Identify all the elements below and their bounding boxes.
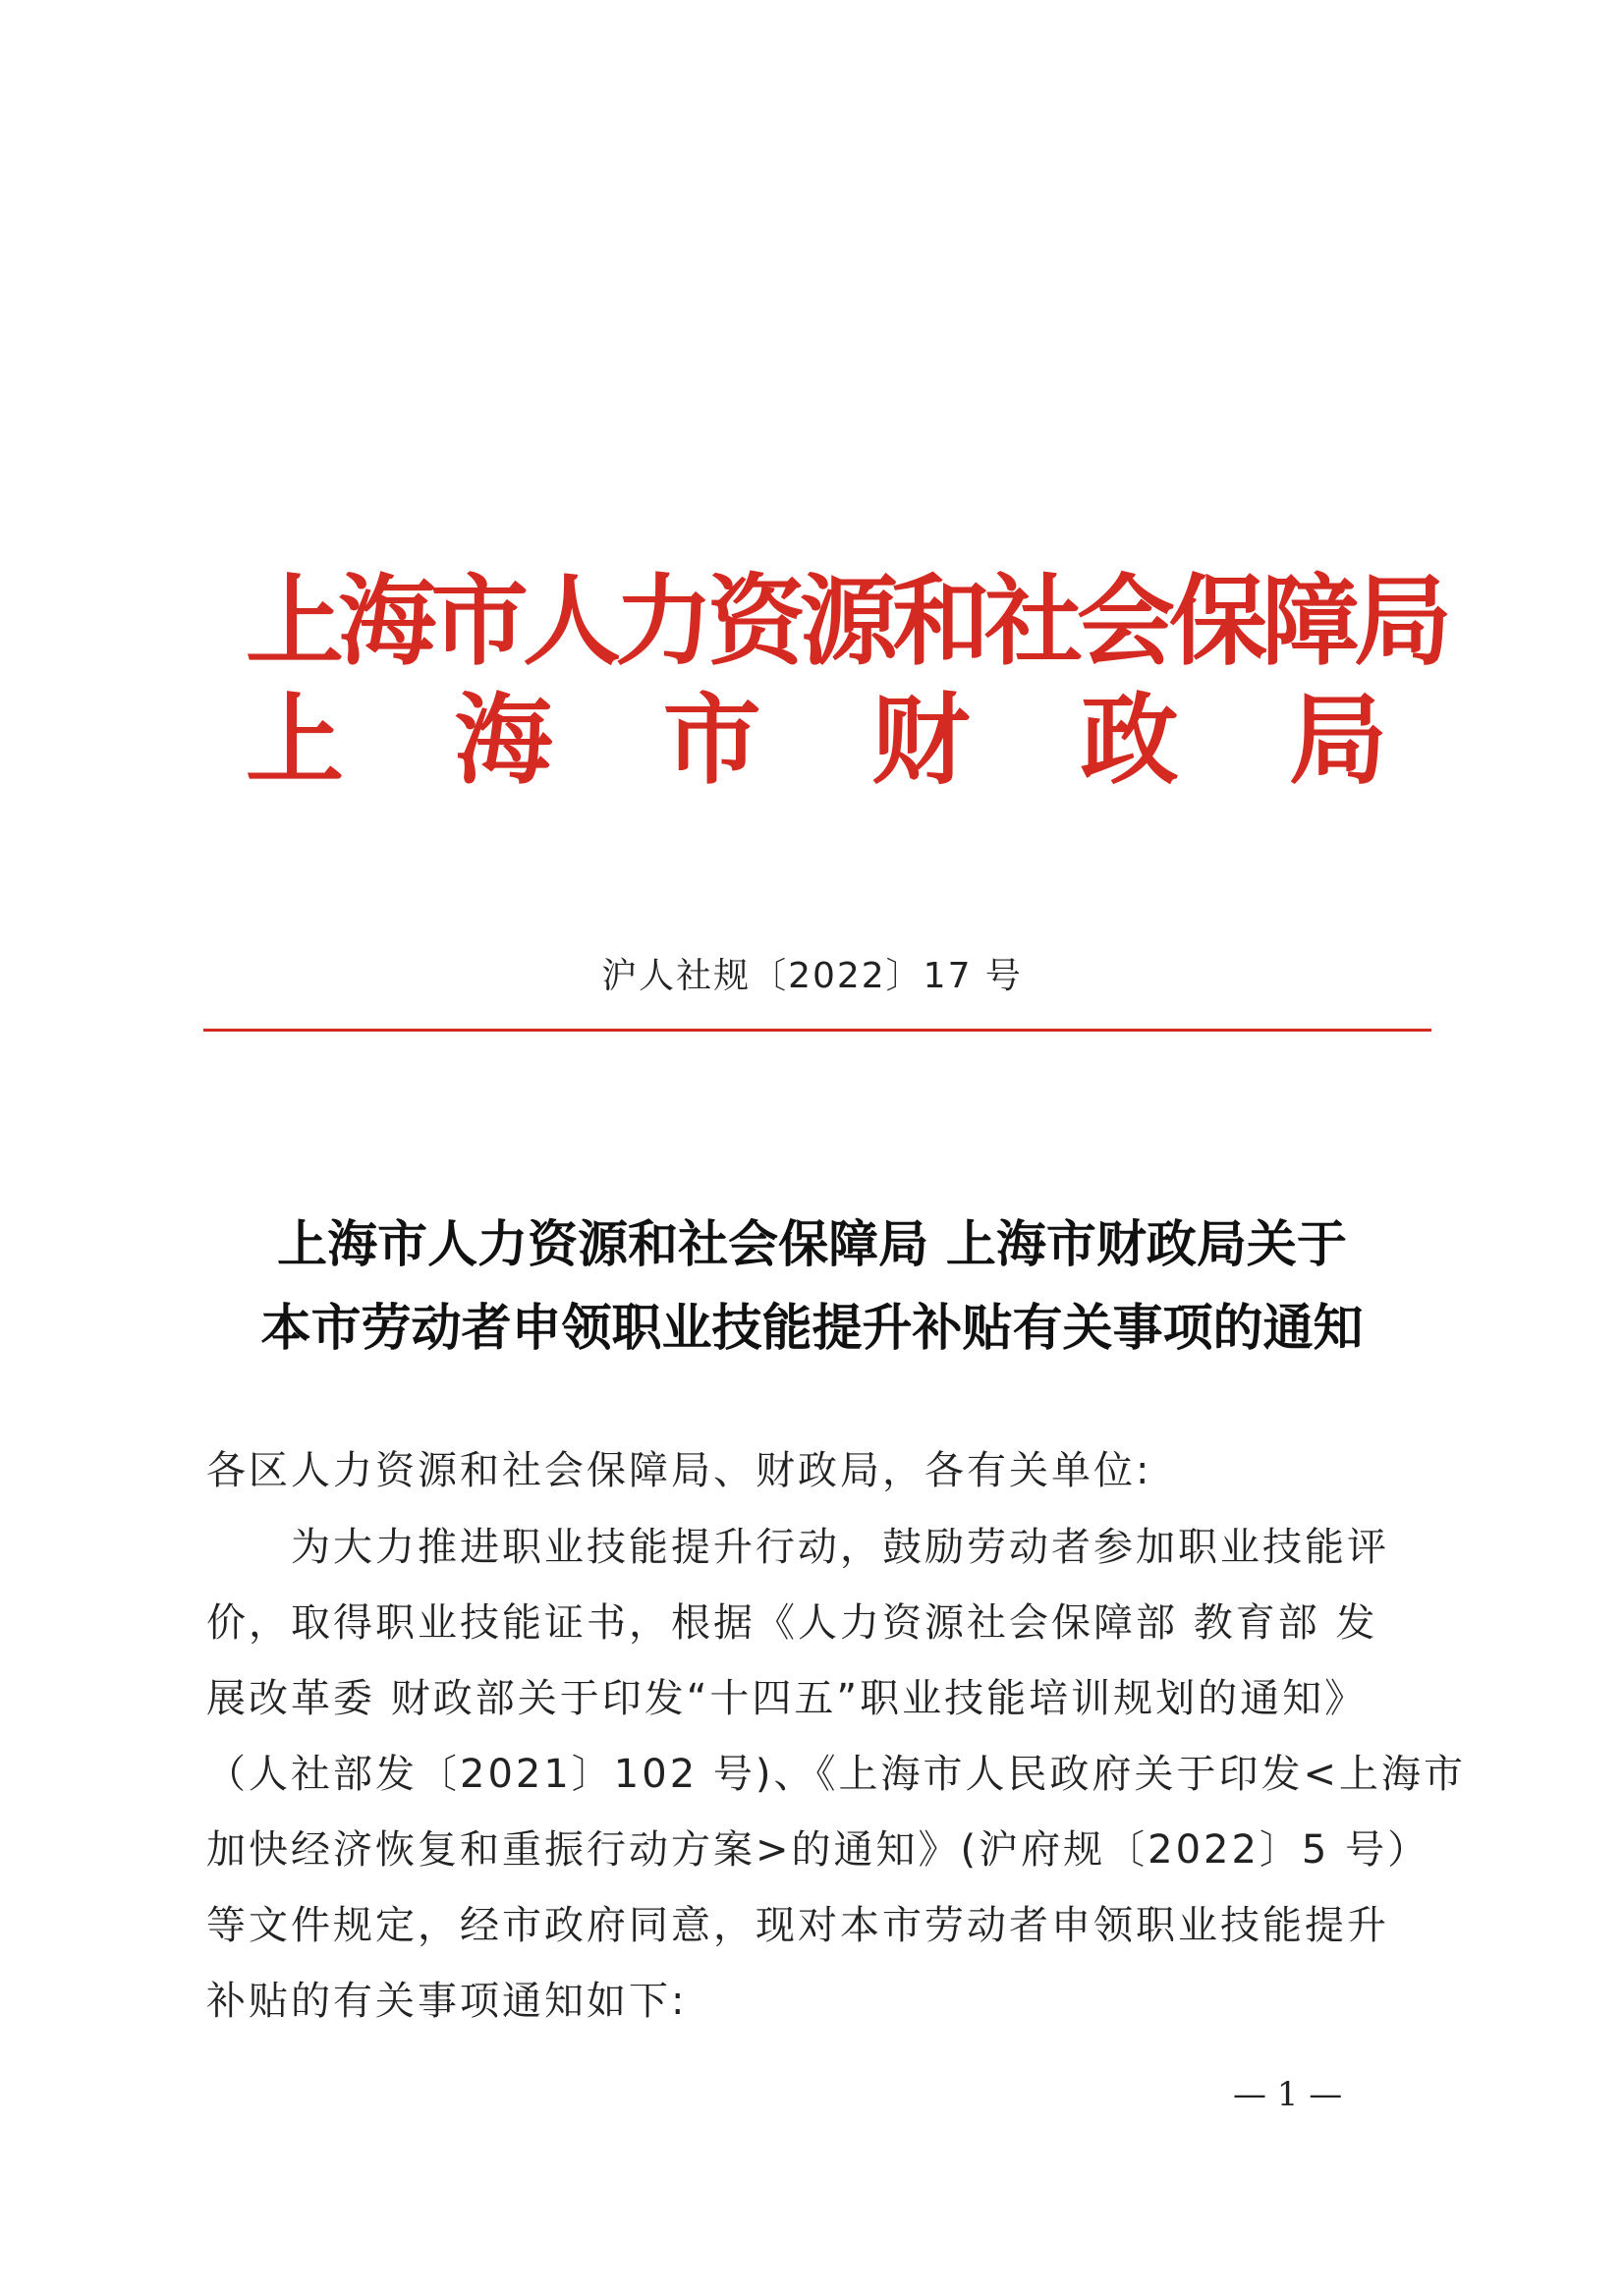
- issuer-header-char: 财: [871, 682, 971, 798]
- document-number: 沪人社规〔2022〕17 号: [601, 956, 1023, 996]
- document-title-line1: 上海市人力资源和社会保障局 上海市财政局关于: [277, 1215, 1347, 1274]
- issuer-header-char: 海: [454, 682, 553, 798]
- document-title-line2: 本市劳动者申领职业技能提升补贴有关事项的通知: [260, 1299, 1364, 1358]
- issuer-header-char: 政: [1080, 682, 1179, 798]
- issuer-header-char: 上: [246, 682, 344, 798]
- body-line: （人社部发〔2021〕102 号)、《上海市人民政府关于印发<上海市: [206, 1752, 1466, 1797]
- body-line: 补贴的有关事项通知如下:: [206, 1979, 688, 2024]
- body-line: 加快经济恢复和重振行动方案>的通知》(沪府规〔2022〕5 号）: [206, 1827, 1430, 1873]
- issuer-header-char: 市: [662, 682, 761, 798]
- body-line: 价，取得职业技能证书，根据《人力资源社会保障部 教育部 发: [206, 1600, 1378, 1646]
- body-line: 展改革委 财政部关于印发“十四五”职业技能培训规划的通知》: [206, 1676, 1368, 1721]
- page-number: — 1 —: [1233, 2075, 1343, 2114]
- body-line: 为大力推进职业技能提升行动，鼓励劳动者参加职业技能评: [206, 1525, 1389, 1570]
- salutation: 各区人力资源和社会保障局、财政局，各有关单位:: [206, 1448, 1152, 1493]
- body-line: 等文件规定，经市政府同意，现对本市劳动者申领职业技能提升: [206, 1903, 1389, 1948]
- red-divider: [203, 1029, 1431, 1032]
- issuer-header-line1: 上海市人力资源和社会保障局: [246, 563, 1446, 679]
- issuer-header-line2: [246, 681, 1387, 799]
- issuer-header-char: 局: [1288, 682, 1387, 798]
